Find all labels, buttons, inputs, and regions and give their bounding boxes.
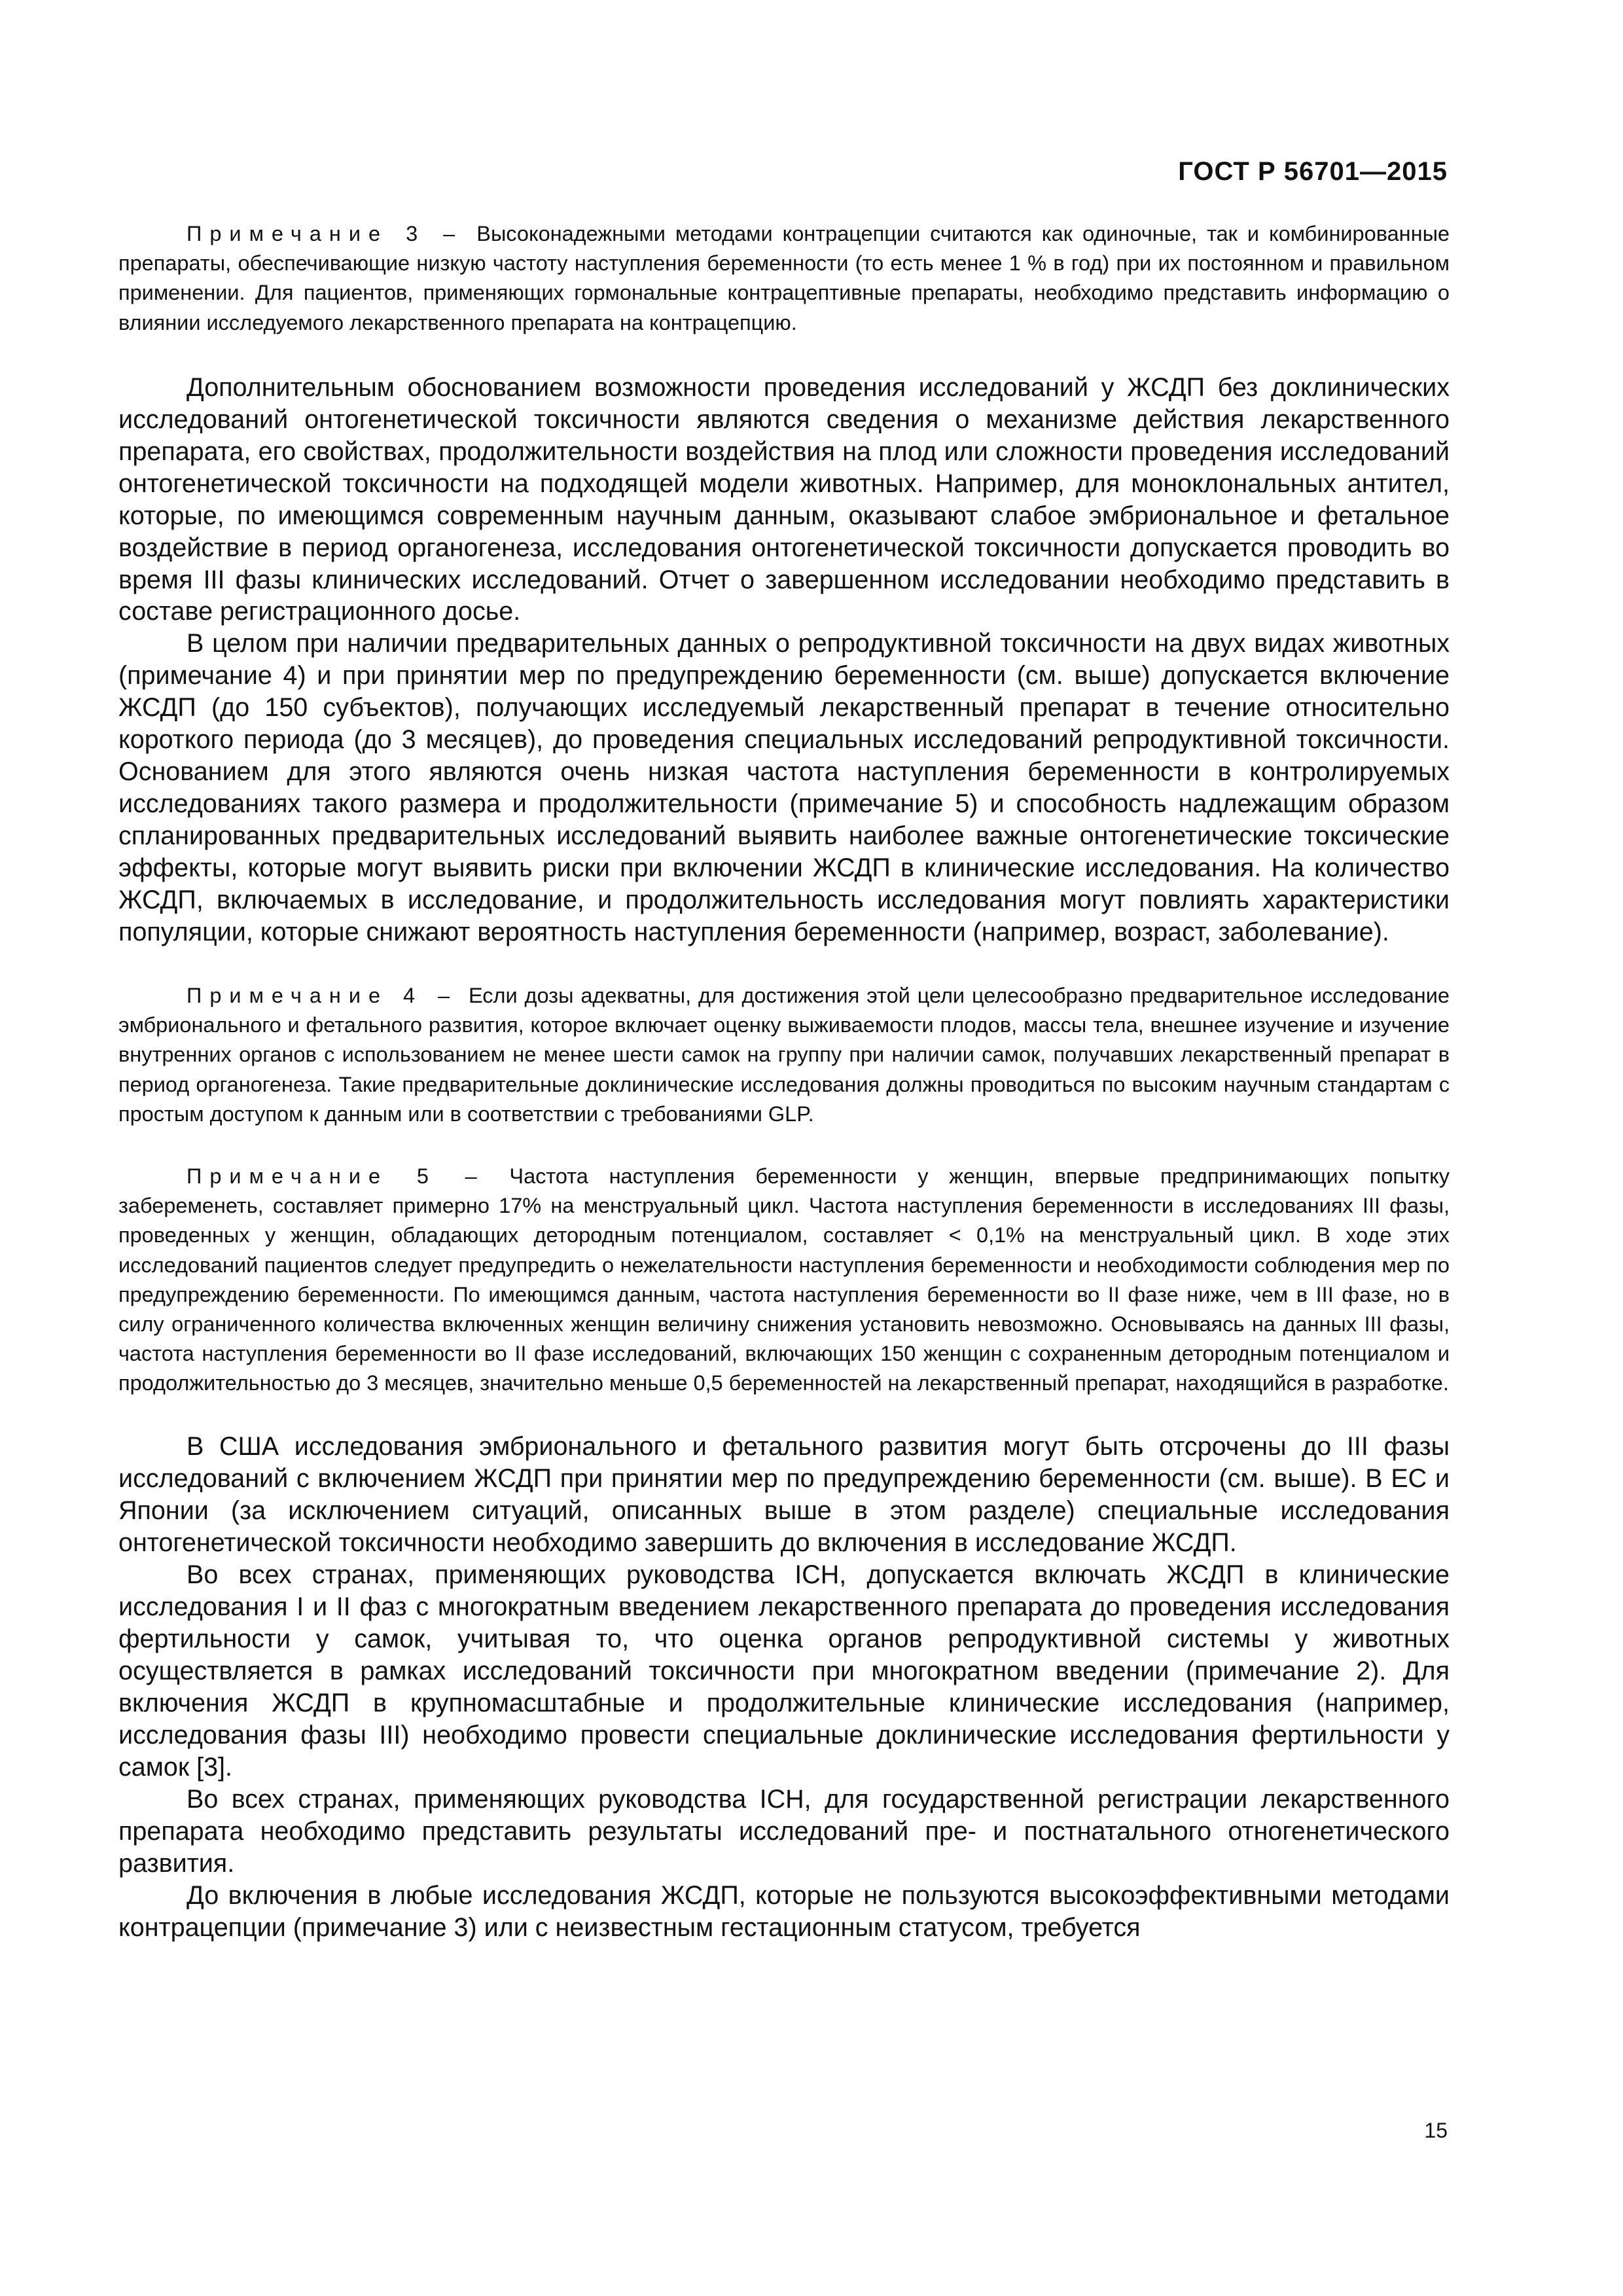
note-4-text: Если дозы адекватны, для достижения этой цели целесообразно предварительное исследование эмбрионального и фетального развития, которое включает оценку выживаемости плодов, массы тела, внешнее изучение и изучение внутренних органов с использованием не менее шести самок на группу при наличии самок, получавших лекарственный препарат в период органогенеза. Такие предварительные доклинические исследования должны проводиться по высоким научным стандартам с простым доступом к данным или в соответствии с требованиями GLP. [118,984,1450,1126]
standard-header: ГОСТ Р 56701—2015 [1178,157,1448,186]
paragraph: В США исследования эмбрионального и фетального развития могут быть отсрочены до III фазы исследований с включением ЖСДП при принятии мер по предупреждению беременности (см. выше). В ЕС и Японии (за исключением ситуаций, описанных выше в этом разделе) специальные исследования онтогенетической токсичности необходимо завершить до включения в исследование ЖСДП. [118,1432,1450,1558]
paragraph: До включения в любые исследования ЖСДП, которые не пользуются высокоэффективными методами контрацепции (примечание 3) или с неизвестным гестационным статусом, требуется [118,1880,1450,1942]
page-content [118,219,1450,1944]
note-5-label: Примечание 5 – [187,1164,485,1188]
page-number: 15 [1424,2119,1448,2142]
note-5 [118,1162,1450,1398]
paragraph: Во всех странах, применяющих руководства ICH, допускается включать ЖСДП в клинические исследования I и II фаз с многократным введением лекарственного препарата до проведения исследования фертильности у самок, учитывая то, что оценка органов репродуктивной системы у животных осуществляется в рамках исследований токсичности при многократном введении (примечание 2). Для включения ЖСДП в крупномасштабные и продолжительные клинические исследования (например, исследования фазы III) необходимо провести специальные доклинические исследования фертильности у самок [3]. [118,1560,1450,1782]
note-3 [118,219,1450,338]
note-4-label: Примечание 4 – [187,984,458,1008]
paragraph: В целом при наличии предварительных данных о репродуктивной токсичности на двух видах животных (примечание 4) и при принятии мер по предупреждению беременности (см. выше) допускается включение ЖСДП (до 150 субъектов), получающих исследуемый лекарственный препарат в течение относительно короткого периода (до 3 месяцев), до проведения специальных исследований репродуктивной токсичности. Основанием для этого являются очень низкая частота наступления беременности в контролируемых исследованиях такого размера и продолжительности (примечание 5) и способность надлежащим образом спланированных предварительных исследований выявить наиболее важные онтогенетические токсические эффекты, которые могут выявить риски при включении ЖСДП в клинические исследования. На количество ЖСДП, включаемых в исследование, и продолжительность исследования могут повлиять характеристики популяции, которые снижают вероятность наступления беременности (например, возраст, заболевание). [118,629,1450,947]
paragraph: Дополнительным обоснованием возможности проведения исследований у ЖСДП без доклинических исследований онтогенетической токсичности являются сведения о механизме действия лекарственного препарата, его свойствах, продолжительности воздействия на плод или сложности проведения исследований онтогенетической токсичности на подходящей модели животных. Например, для моноклональных антител, которые, по имеющимся современным научным данным, оказывают слабое эмбриональное и фетальное воздействие в период органогенеза, исследования онтогенетической токсичности допускается проводить во время III фазы клинических исследований. Отчет о завершенном исследовании необходимо представить в составе регистрационного досье. [118,372,1450,626]
note-5-text: Частота наступления беременности у женщин, впервые предпринимающих попытку забеременеть, составляет примерно 17% на менструальный цикл. Частота наступления беременности в исследованиях III фазы, проведенных у женщин, обладающих детородным потенциалом, составляет < 0,1% на менструальный цикл. В ходе этих исследований пациентов следует предупредить о нежелательности наступления беременности и необходимости соблюдения мер по предупреждению беременности. По имеющимся данным, частота наступления беременности во II фазе ниже, чем в III фазе, но в силу ограниченного количества включенных женщин величину снижения установить невозможно. Основываясь на данных III фазы, частота наступления беременности во II фазе исследований, включающих 150 женщин с сохраненным детородным потенциалом и продолжительностью до 3 месяцев, значительно меньше 0,5 беременностей на лекарственный препарат, находящийся в разработке. [118,1164,1450,1395]
note-3-label: Примечание 3 – [187,222,463,245]
note-3-text: Высоконадежными методами контрацепции считаются как одиночные, так и комбинированные препараты, обеспечивающие низкую частоту наступления беременности (то есть менее 1 % в год) при их постоянном и правильном применении. Для пациентов, применяющих гормональные контрацептивные препараты, необходимо представить информацию о влиянии исследуемого лекарственного препарата на контрацепцию. [118,222,1450,334]
note-4 [118,981,1450,1129]
paragraph: Во всех странах, применяющих руководства ICH, для государственной регистрации лекарственного препарата необходимо представить результаты исследований пре- и постнатального отногенетического развития. [118,1785,1450,1878]
